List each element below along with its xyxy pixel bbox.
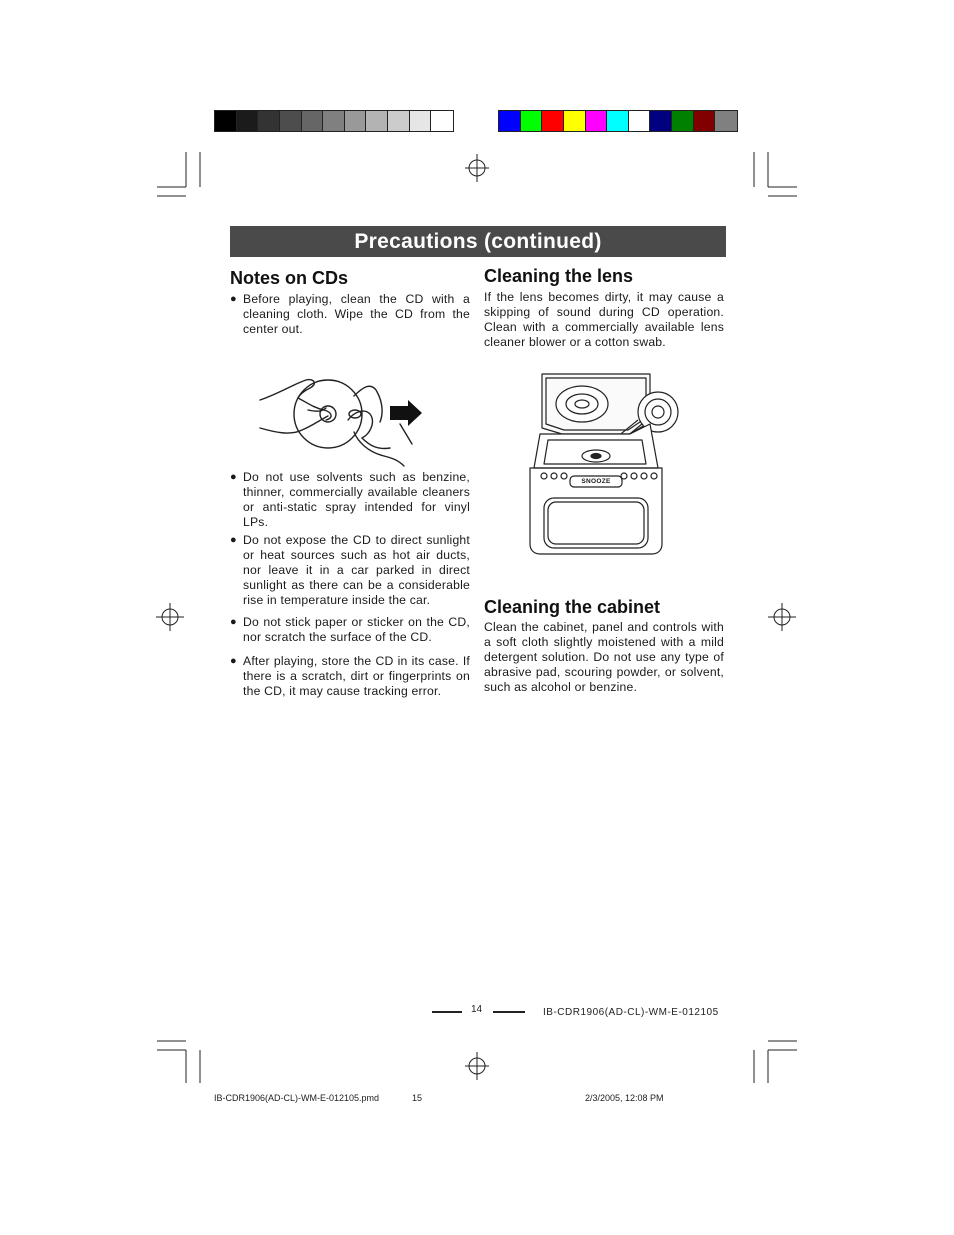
cd-player-illustration (526, 368, 686, 558)
list-item (230, 470, 470, 530)
bullet-text: Do not stick paper or sticker on the CD, nor scratch the surface of the CD. (243, 615, 470, 644)
lens-text: If the lens becomes dirty, it may cause a skipping of sound during CD operation. Clean with a commercially available lens cleaner blower or a cotton swab. (484, 290, 724, 349)
bullet-dot: ● (230, 293, 237, 305)
list-item (230, 615, 470, 647)
bullet-text: Do not use solvents such as benzine, thinner, commercially available cleaners or anti-static spray intended for vinyl LPs. (243, 470, 470, 529)
page-number-rule-right (493, 1011, 525, 1013)
file-page: 15 (412, 1093, 423, 1103)
snooze-label: SNOOZE (581, 478, 611, 485)
list-item (230, 654, 470, 702)
bullet-dot: ● (230, 655, 237, 667)
cd-wiping-illustration (258, 372, 428, 472)
file-name: IB-CDR1906(AD-CL)-WM-E-012105.pmd (214, 1093, 380, 1103)
bullet-dot: ● (230, 616, 237, 628)
list-item (230, 292, 470, 340)
bullet-text: Before playing, clean the CD with a cleaning cloth. Wipe the CD from the center out. (243, 292, 470, 336)
timestamp: 2/3/2005, 12:08 PM (585, 1093, 664, 1103)
list-item (230, 533, 470, 611)
notes-heading: Notes on CDs (230, 268, 349, 288)
bullet-text: Do not expose the CD to direct sunlight or heat sources such as hot air ducts, nor leave it in a car parked in direct sunlight as there can be a considerable rise in temperature inside the car. (243, 533, 470, 607)
page-number: 14 (471, 1004, 483, 1015)
bullet-dot: ● (230, 471, 237, 483)
lens-heading: Cleaning the lens (484, 266, 634, 286)
page-title: Precautions (continued) (230, 226, 726, 257)
bullet-dot: ● (230, 534, 237, 546)
cabinet-text: Clean the cabinet, panel and controls with a soft cloth slightly moistened with a mild detergent solution. Do not use any type of abrasive pad, scouring powder, or solvent, such as alcohol or benzine. (484, 620, 724, 694)
bullet-text: After playing, store the CD in its case. If there is a scratch, dirt or fingerprints on the CD, it may cause tracking error. (243, 654, 470, 698)
page-number-rule-left (432, 1011, 462, 1013)
document-code: IB-CDR1906(AD-CL)-WM-E-012105 (543, 1007, 719, 1018)
cabinet-heading: Cleaning the cabinet (484, 597, 661, 617)
